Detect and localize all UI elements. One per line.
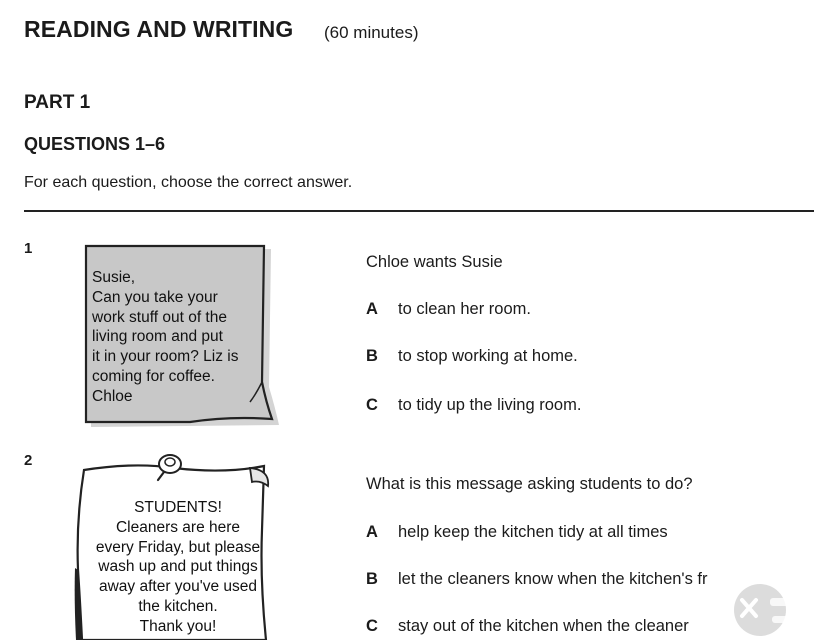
q1-option-a-letter[interactable]: A	[366, 300, 378, 318]
q2-option-b-letter[interactable]: B	[366, 570, 378, 588]
note-line: living room and put	[92, 328, 223, 346]
q1-option-b-letter[interactable]: B	[366, 347, 378, 365]
q2-option-c-text[interactable]: stay out of the kitchen when the cleaner	[398, 617, 689, 635]
question-1-number: 1	[24, 240, 33, 257]
notice-line: the kitchen.	[138, 597, 218, 615]
notice-text	[84, 498, 272, 637]
notice-line: Thank you!	[139, 617, 217, 635]
section-title: READING AND WRITING	[24, 16, 294, 42]
note-line: Can you take your	[92, 288, 218, 306]
watermark-logo-icon	[720, 576, 820, 640]
sticky-note-text	[92, 268, 267, 407]
notice-line: wash up and put things	[98, 558, 258, 576]
questions-heading: QUESTIONS 1–6	[24, 134, 166, 154]
q1-option-c-letter[interactable]: C	[366, 396, 378, 414]
notice-line: away after you've used	[98, 578, 258, 596]
q2-option-c-letter[interactable]: C	[366, 617, 378, 635]
q2-option-a-text[interactable]: help keep the kitchen tidy at all times	[398, 523, 668, 541]
note-line: coming for coffee.	[92, 367, 215, 385]
q1-option-b-text[interactable]: to stop working at home.	[398, 347, 578, 365]
q2-option-b-text[interactable]: let the cleaners know when the kitchen's fr	[398, 570, 708, 588]
instruction-text: For each question, choose the correct answer.	[24, 174, 353, 191]
note-line: work stuff out of the	[92, 308, 227, 326]
divider	[24, 210, 814, 212]
question-2-number: 2	[24, 452, 33, 469]
note-line: it in your room? Liz is	[92, 348, 239, 366]
question-2-stem: What is this message asking students to do?	[366, 475, 693, 493]
q2-option-a-letter[interactable]: A	[366, 523, 378, 541]
note-line: Chloe	[92, 387, 133, 405]
q1-option-a-text[interactable]: to clean her room.	[398, 300, 531, 318]
part-heading: PART 1	[24, 92, 91, 113]
note-line: Susie,	[92, 269, 136, 286]
notice-line: Cleaners are here	[115, 518, 241, 536]
q1-option-c-text[interactable]: to tidy up the living room.	[398, 396, 582, 414]
notice-line: every Friday, but please	[95, 538, 261, 556]
section-duration: (60 minutes)	[324, 23, 419, 42]
notice-line: STUDENTS!	[134, 499, 222, 516]
question-1-stem: Chloe wants Susie	[366, 253, 503, 271]
